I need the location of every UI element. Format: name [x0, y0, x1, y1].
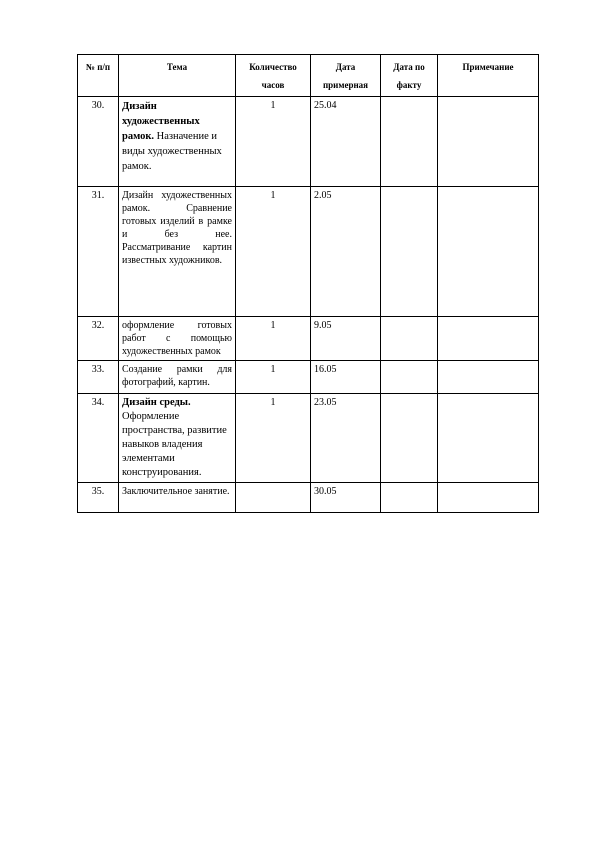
row-date-actual: [381, 97, 438, 187]
row-date-planned: 9.05: [311, 317, 381, 361]
row-date-planned: 16.05: [311, 361, 381, 394]
row-date-actual: [381, 483, 438, 513]
table-row: [78, 394, 539, 483]
row-date-planned: 23.05: [311, 394, 381, 483]
row-date-actual: [381, 187, 438, 317]
table-header-row: [78, 55, 539, 97]
row-number: 35.: [78, 483, 119, 513]
row-hours: 1: [236, 361, 311, 394]
row-topic: [119, 317, 236, 361]
header-hours: Количество часов: [236, 55, 311, 97]
table-row: [78, 361, 539, 394]
row-date-actual: [381, 394, 438, 483]
table-row: [78, 483, 539, 513]
row-hours: [236, 483, 311, 513]
row-topic: [119, 483, 236, 513]
row-topic-bold: Дизайн художественных рамок.: [122, 101, 200, 142]
row-number: 34.: [78, 394, 119, 483]
row-topic-bold: Дизайн среды.: [122, 397, 191, 408]
row-topic-text: Заключительное занятие.: [122, 486, 230, 497]
header-note: Примечание: [438, 55, 539, 97]
row-date-actual: [381, 361, 438, 394]
row-topic-text: Назначение и виды художественных рамок.: [122, 131, 222, 172]
row-topic: [119, 187, 236, 317]
row-number: 33.: [78, 361, 119, 394]
lesson-plan-table: [77, 54, 539, 513]
table-row: [78, 187, 539, 317]
header-number: № п/п: [78, 55, 119, 97]
row-hours: 1: [236, 187, 311, 317]
row-date-actual: [381, 317, 438, 361]
table-row: [78, 317, 539, 361]
table-row: [78, 97, 539, 187]
row-hours: 1: [236, 97, 311, 187]
row-topic: [119, 361, 236, 394]
header-date-actual: Дата по факту: [381, 55, 438, 97]
row-topic-text: оформление готовых работ с помощью художественных рамок: [122, 320, 232, 357]
row-note: [438, 317, 539, 361]
row-note: [438, 97, 539, 187]
header-topic: Тема: [119, 55, 236, 97]
row-note: [438, 361, 539, 394]
row-date-planned: 30.05: [311, 483, 381, 513]
row-number: 31.: [78, 187, 119, 317]
row-topic: [119, 97, 236, 187]
row-date-planned: 25.04: [311, 97, 381, 187]
row-note: [438, 483, 539, 513]
row-hours: 1: [236, 317, 311, 361]
row-number: 32.: [78, 317, 119, 361]
row-note: [438, 394, 539, 483]
row-topic-text: Дизайн художественных рамок. Сравнение готовых изделий в рамке и без нее. Рассматривание картин известных художников.: [122, 190, 232, 266]
row-topic-text: Оформление пространства, развитие навыков владения элементами конструирования.: [122, 411, 227, 478]
row-topic: [119, 394, 236, 483]
row-topic-text: Создание рамки для фотографий, картин.: [122, 364, 232, 388]
row-note: [438, 187, 539, 317]
row-number: 30.: [78, 97, 119, 187]
row-hours: 1: [236, 394, 311, 483]
header-date-planned: Дата примерная: [311, 55, 381, 97]
row-date-planned: 2.05: [311, 187, 381, 317]
